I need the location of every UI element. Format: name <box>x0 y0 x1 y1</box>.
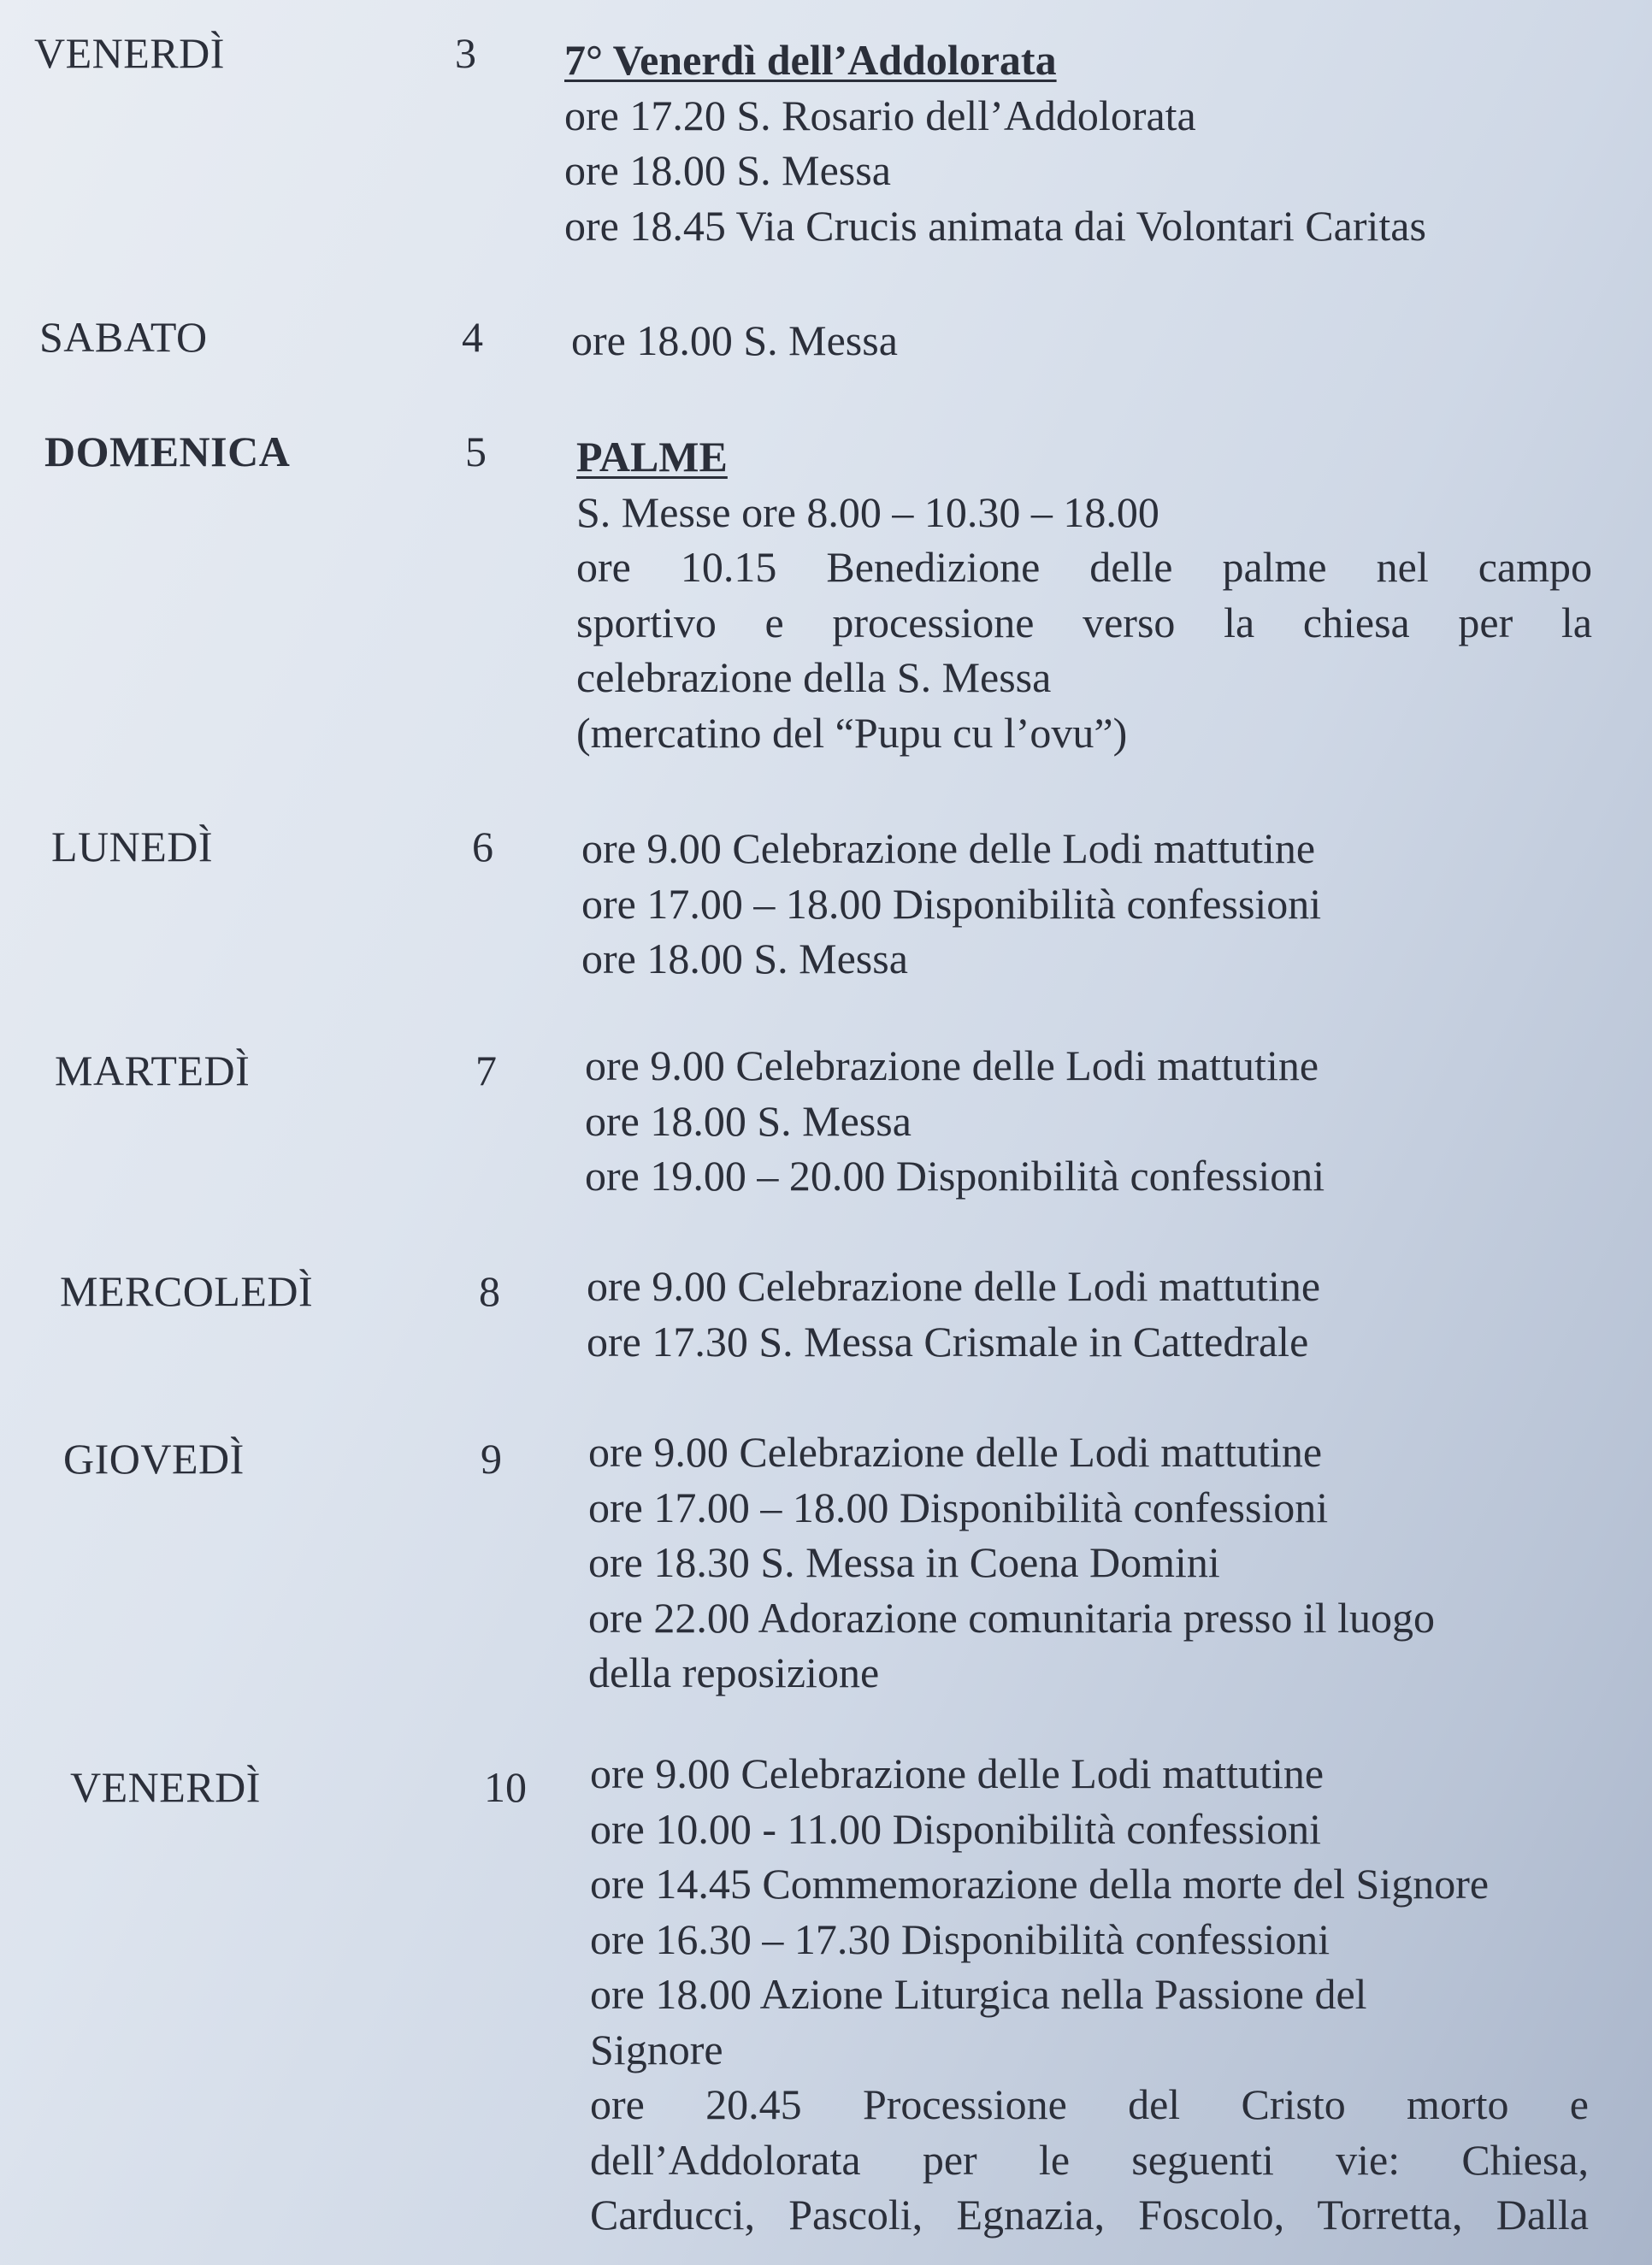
day-name: DOMENICA <box>44 428 291 475</box>
entry-line: ore 17.00 – 18.00 Disponibilità confessioni <box>581 879 1322 928</box>
entry-line: ore 9.00 Celebrazione delle Lodi mattutine <box>587 1262 1321 1310</box>
entry-line: ore 18.00 S. Messa <box>585 1096 912 1145</box>
entry-lines <box>588 1424 1614 1701</box>
entry-line: Signore <box>590 2025 723 2073</box>
entry-line: ore 18.00 S. Messa <box>581 935 908 982</box>
entry-line: ore 14.45 Commemorazione della morte del Signore <box>590 1860 1490 1908</box>
entry-line: ore 18.00 S. Messa <box>564 146 891 194</box>
entry-line: ore 22.00 Adorazione comunitaria presso il luogo <box>588 1593 1436 1642</box>
entry-line: ore 17.00 – 18.00 Disponibilità confessioni <box>588 1483 1329 1531</box>
entry-line: ore 10.15 Benedizione delle palme nel campo <box>576 543 1592 591</box>
entry-heading: PALME <box>576 433 728 481</box>
day-number: 7 <box>475 1047 497 1094</box>
entry-line: Carducci, Pascoli, Egnazia, Foscolo, Torretta, Dalla <box>590 2191 1589 2238</box>
entry-lines <box>587 1259 1613 1369</box>
entry-line: ore 20.45 Processione del Cristo morto e <box>590 2080 1589 2128</box>
day-number: 5 <box>465 428 487 475</box>
day-number: 4 <box>462 313 483 361</box>
entry-line: ore 9.00 Celebrazione delle Lodi mattutine <box>590 1749 1325 1797</box>
entry-lines <box>576 429 1592 760</box>
entry-line: ore 17.30 S. Messa Crismale in Cattedrale <box>587 1317 1309 1365</box>
day-name: MARTEDÌ <box>55 1047 251 1094</box>
entry-line: ore 19.00 – 20.00 Disponibilità confessioni <box>585 1152 1325 1200</box>
entry-line: ore 18.00 S. Messa <box>571 316 898 364</box>
day-number: 10 <box>484 1763 527 1811</box>
day-name: SABATO <box>39 313 208 361</box>
entry-line: ore 18.45 Via Crucis animata dai Volontari Caritas <box>564 201 1426 250</box>
day-name: MERCOLEDÌ <box>60 1267 314 1315</box>
entry-line: sportivo e processione verso la chiesa per la <box>576 598 1592 646</box>
entry-heading: 7° Venerdì dell’Addolorata <box>564 36 1057 84</box>
entry-line: ore 18.00 Azione Liturgica nella Passione del <box>590 1970 1367 2018</box>
day-name: LUNEDÌ <box>51 823 214 870</box>
entry-line: ore 9.00 Celebrazione delle Lodi mattutine <box>585 1041 1319 1089</box>
entry-line: celebrazione della S. Messa <box>576 653 1052 701</box>
day-number: 3 <box>455 29 476 77</box>
entry-lines <box>590 1746 1589 2243</box>
entry-line: ore 17.20 S. Rosario dell’Addolorata <box>564 91 1196 139</box>
entry-line: ore 9.00 Celebrazione delle Lodi mattutine <box>581 824 1316 872</box>
entry-line: ore 9.00 Celebrazione delle Lodi mattutine <box>588 1428 1323 1476</box>
day-name: VENERDÌ <box>34 29 225 77</box>
day-number: 6 <box>472 823 493 870</box>
entry-line: ore 18.30 S. Messa in Coena Domini <box>588 1538 1220 1586</box>
entry-lines <box>581 821 1608 987</box>
entry-line: dell’Addolorata per le seguenti vie: Chiesa, <box>590 2135 1589 2184</box>
day-number: 9 <box>481 1435 502 1483</box>
entry-lines <box>585 1038 1611 1204</box>
entry-line: ore 16.30 – 17.30 Disponibilità confessioni <box>590 1914 1330 1963</box>
entry-line: S. Messe ore 8.00 – 10.30 – 18.00 <box>576 487 1159 536</box>
entry-lines <box>564 32 1590 253</box>
entry-line: ore 10.00 - 11.00 Disponibilità confessioni <box>590 1804 1321 1853</box>
entry-line: (mercatino del “Pupu cu l’ovu”) <box>576 708 1128 757</box>
entry-lines <box>571 313 1597 369</box>
day-number: 8 <box>479 1267 500 1315</box>
day-name: VENERDÌ <box>70 1763 261 1811</box>
entry-line: della reposizione <box>588 1649 880 1696</box>
day-name: GIOVEDÌ <box>63 1435 245 1483</box>
